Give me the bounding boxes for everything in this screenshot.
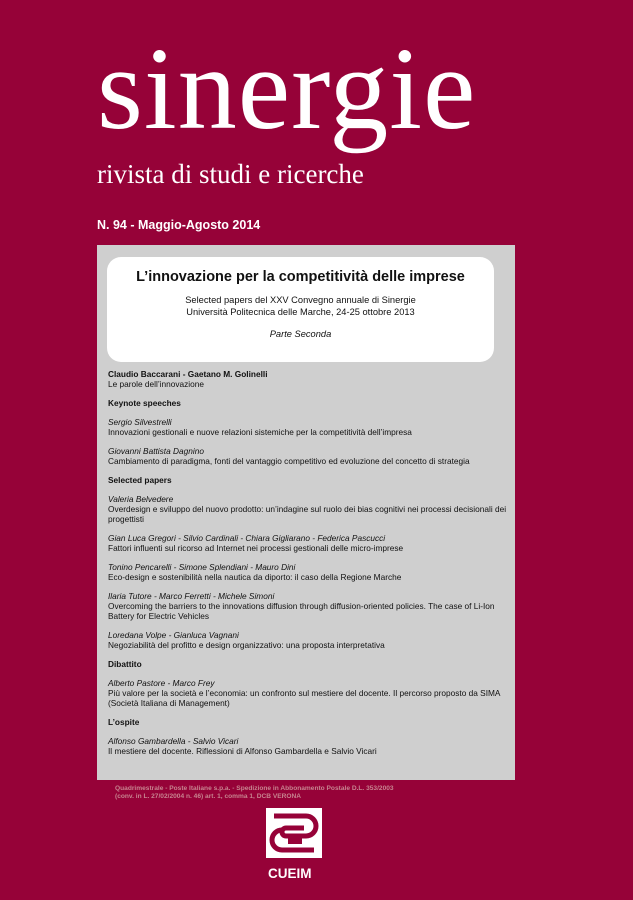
issue-title-box — [107, 257, 494, 362]
toc-entry — [108, 494, 508, 524]
section-heading-selected: Selected papers — [108, 475, 172, 485]
toc-title: Cambiamento di paradigma, fonti del vantaggio competitivo ed evoluzione del concetto di strategia — [108, 456, 470, 466]
toc-authors: Alfonso Gambardella - Salvio Vicari — [108, 736, 239, 746]
issue-number: N. 94 - Maggio-Agosto 2014 — [97, 218, 261, 232]
issue-title: L’innovazione per la competitività delle imprese — [136, 269, 465, 285]
toc-authors: Sergio Silvestrelli — [108, 417, 172, 427]
toc-entry — [108, 446, 508, 466]
section-heading-ospite: L’ospite — [108, 717, 140, 727]
toc-authors: Loredana Volpe - Gianluca Vagnani — [108, 630, 239, 640]
section-heading-dibattito: Dibattito — [108, 659, 142, 669]
toc-entry — [108, 591, 508, 621]
publisher-name: CUEIM — [268, 866, 312, 881]
toc-title: Le parole dell’innovazione — [108, 379, 204, 389]
journal-subtitle: rivista di studi e ricerche — [97, 159, 364, 189]
toc-entry — [108, 678, 508, 708]
issue-part: Parte Seconda — [269, 329, 332, 339]
toc-authors: Gian Luca Gregori - Silvio Cardinali - Chiara Gigliarano - Federica Pascucci — [108, 533, 386, 543]
section-heading-keynote: Keynote speeches — [108, 398, 181, 408]
table-of-contents — [108, 369, 508, 765]
toc-entry — [108, 562, 508, 582]
postal-notice-line-1: Quadrimestrale - Poste Italiane s.p.a. - Spedizione in Abbonamento Postale D.L. 353/2003 — [115, 785, 394, 792]
cueim-logo-icon — [266, 808, 322, 858]
toc-authors: Alberto Pastore - Marco Frey — [108, 678, 215, 688]
contents-panel — [97, 245, 515, 780]
toc-title: Fattori influenti sul ricorso ad Internet nei processi gestionali delle micro-imprese — [108, 543, 404, 553]
postal-notice-line-2: (conv. in L. 27/02/2004 n. 46) art. 1, comma 1, DCB VERONA — [115, 793, 302, 800]
toc-title: Overdesign e sviluppo del nuovo prodotto: un’indagine sul ruolo dei bias cognitivi nei processi decisionali dei progettisti — [108, 504, 507, 524]
postal-notice — [115, 785, 455, 801]
toc-authors: Giovanni Battista Dagnino — [108, 446, 204, 456]
toc-title: Negoziabilità del profitto e design organizzativo: una proposta interpretativa — [108, 640, 385, 650]
toc-entry — [108, 417, 508, 437]
toc-entry — [108, 736, 508, 756]
toc-title: Overcoming the barriers to the innovations diffusion through diffusion-oriented policies. The case of Li-Ion Battery for Electric Vehicles — [108, 601, 495, 621]
toc-authors: Claudio Baccarani - Gaetano M. Golinelli — [108, 369, 268, 379]
toc-authors: Tonino Pencarelli - Simone Splendiani - Mauro Dini — [108, 562, 296, 572]
toc-title: Più valore per la società e l’economia: un confronto sul mestiere del docente. Il percorso proposto da SIMA (Società Italiana di Management) — [108, 688, 501, 708]
toc-title: Innovazioni gestionali e nuove relazioni sistemiche per la competitività dell’impresa — [108, 427, 412, 437]
toc-title: Il mestiere del docente. Riflessioni di Alfonso Gambardella e Salvio Vicari — [108, 746, 377, 756]
toc-authors: Ilaria Tutore - Marco Ferretti - Michele Simoni — [108, 591, 275, 601]
issue-subtitle-line-1: Selected papers del XXV Convegno annuale di Sinergie — [185, 295, 416, 305]
journal-brand: sinergie — [97, 23, 477, 154]
toc-entry — [108, 533, 508, 553]
toc-authors: Valeria Belvedere — [108, 494, 174, 504]
toc-entry-intro — [108, 369, 508, 389]
toc-entry — [108, 630, 508, 650]
issue-subtitle-line-2: Università Politecnica delle Marche, 24-25 ottobre 2013 — [186, 307, 415, 317]
toc-title: Eco-design e sostenibilità nella nautica da diporto: il caso della Regione Marche — [108, 572, 402, 582]
